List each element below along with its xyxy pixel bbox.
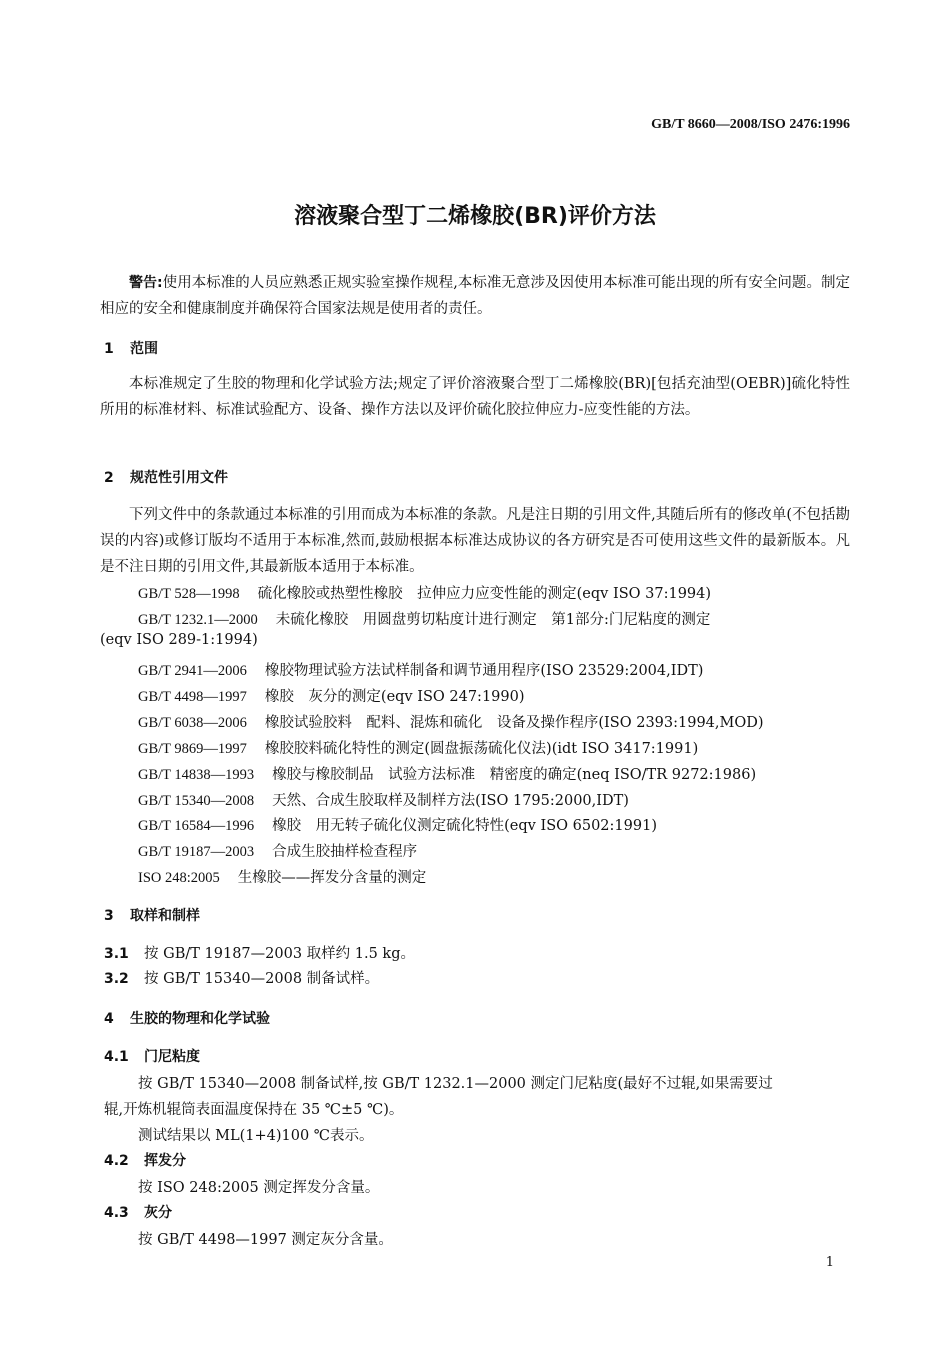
clause-text: 按 GB/T 15340—2008 制备试样。 [144,971,380,987]
reference-title: 橡胶胶料硫化特性的测定(圆盘振荡硫化仪法)(idt ISO 3417:1991) [264,741,699,757]
section-number: 4 [104,1011,114,1027]
reference-item [138,866,426,887]
clause-4-1-line: 测试结果以 ML(1+4)100 ℃表示。 [138,1128,374,1144]
reference-code: GB/T 16584—1996 [138,818,255,834]
reference-code: ISO 248:2005 [138,870,220,886]
warning-label: 警告: [129,275,163,291]
section-number: 2 [104,470,114,486]
reference-code: GB/T 1232.1—2000 [138,612,258,628]
reference-item [138,763,756,784]
warning-paragraph [100,270,850,322]
section-number: 1 [104,341,114,357]
reference-item [138,737,698,758]
clause-title: 挥发分 [144,1153,186,1169]
section-2-heading [104,467,228,487]
reference-code: GB/T 528—1998 [138,586,240,602]
document-title: 溶液聚合型丁二烯橡胶(BR)评价方法 [294,204,656,229]
reference-title: 橡胶与橡胶制品 试验方法标准 精密度的确定(neq ISO/TR 9272:1986) [272,767,757,783]
section-title: 生胶的物理和化学试验 [130,1011,270,1027]
section-title: 取样和制样 [130,908,200,924]
reference-item [138,814,657,835]
reference-title: 生橡胶——挥发分含量的测定 [237,870,427,886]
page-number: 1 [825,1255,834,1270]
clause-number: 4.2 [104,1153,129,1169]
reference-item [138,711,764,732]
clause-4-2-heading [104,1150,186,1170]
standard-code: GB/T 8660—2008/ISO 2476:1996 [651,117,850,132]
warning-text: 使用本标准的人员应熟悉正规实验室操作规程,本标准无意涉及因使用本标准可能出现的所有安全问题。制定相应的安全和健康制度并确保符合国家法规是使用者的责任。 [100,275,850,317]
clause-number: 3.1 [104,946,129,962]
reference-title: 橡胶物理试验方法试样制备和调节通用程序(ISO 23529:2004,IDT) [264,663,704,679]
section-3-heading [104,905,200,925]
section-1-heading [104,338,158,358]
reference-code: GB/T 2941—2006 [138,663,247,679]
section-1-paragraph: 本标准规定了生胶的物理和化学试验方法;规定了评价溶液聚合型丁二烯橡胶(BR)[包括充油型(OEBR)]硫化特性所用的标准材料、标准试验配方、设备、操作方法以及评价硫化胶拉伸应力-应变性能的方法。 [100,376,850,418]
reference-code: GB/T 9869—1997 [138,741,247,757]
section-4-heading [104,1008,270,1028]
clause-number: 4.3 [104,1205,129,1221]
section-title: 范围 [130,341,158,357]
reference-title: 未硫化橡胶 用圆盘剪切粘度计进行测定 第1部分:门尼粘度的测定 [275,612,711,628]
clause-4-2-text: 按 ISO 248:2005 测定挥发分含量。 [138,1180,380,1196]
reference-title: 橡胶试验胶料 配料、混炼和硫化 设备及操作程序(ISO 2393:1994,MOD) [264,715,764,731]
clause-text: 按 GB/T 19187—2003 取样约 1.5 kg。 [144,946,415,962]
section-2-intro: 下列文件中的条款通过本标准的引用而成为本标准的条款。凡是注日期的引用文件,其随后所有的修改单(不包括勘误的内容)或修订版均不适用于本标准,然而,鼓励根据本标准达成协议的各方研究是否可使用这些文件的最新版本。凡是不注日期的引用文件,其最新版本适用于本标准。 [100,507,850,575]
clause-3-2 [104,967,379,988]
reference-item [138,840,417,861]
section-title: 规范性引用文件 [130,470,228,486]
reference-code: GB/T 15340—2008 [138,793,255,809]
clause-4-3-text: 按 GB/T 4498—1997 测定灰分含量。 [138,1232,393,1248]
reference-continuation: (eqv ISO 289-1:1994) [100,632,258,648]
reference-title: 合成生胶抽样检查程序 [272,844,418,860]
reference-item [138,582,711,603]
reference-title: 天然、合成生胶取样及制样方法(ISO 1795:2000,IDT) [272,793,629,809]
reference-title: 橡胶 用无转子硫化仪测定硫化特性(eqv ISO 6502:1991) [272,818,657,834]
section-number: 3 [104,908,114,924]
clause-4-1-line: 辊,开炼机辊筒表面温度保持在 35 ℃±5 ℃)。 [104,1102,404,1118]
reference-code: GB/T 14838—1993 [138,767,255,783]
clause-4-1-heading [104,1046,200,1066]
reference-item [138,789,629,810]
clause-4-1-line: 按 GB/T 15340—2008 制备试样,按 GB/T 1232.1—2000 测定门尼粘度(最好不过辊,如果需要过 [138,1076,773,1092]
reference-item [138,685,525,706]
clause-4-3-heading [104,1202,172,1222]
clause-title: 门尼粘度 [144,1049,200,1065]
reference-title: 橡胶 灰分的测定(eqv ISO 247:1990) [264,689,525,705]
reference-item [138,608,710,629]
reference-code: GB/T 19187—2003 [138,844,255,860]
clause-number: 4.1 [104,1049,129,1065]
clause-number: 3.2 [104,971,129,987]
reference-code: GB/T 6038—2006 [138,715,247,731]
reference-title: 硫化橡胶或热塑性橡胶 拉伸应力应变性能的测定(eqv ISO 37:1994) [257,586,712,602]
reference-code: GB/T 4498—1997 [138,689,247,705]
clause-3-1 [104,942,415,963]
clause-title: 灰分 [144,1205,172,1221]
reference-item [138,659,703,680]
